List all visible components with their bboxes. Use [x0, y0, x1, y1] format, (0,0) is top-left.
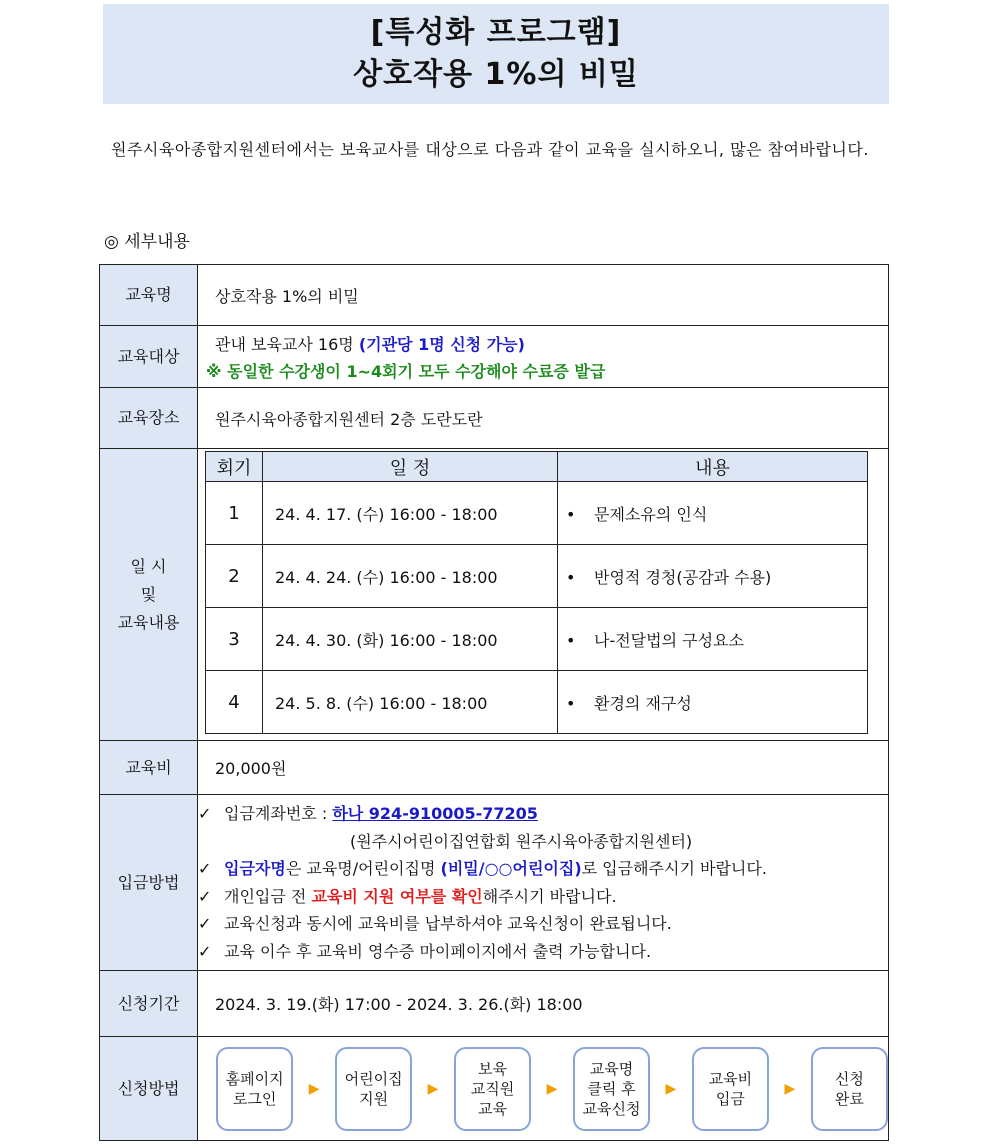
- schedule-row: [206, 671, 868, 734]
- step-box: 신청 완료: [811, 1047, 888, 1131]
- arrow-right-icon: ▶: [427, 1080, 439, 1097]
- depositor-label: 입금자명: [224, 859, 286, 878]
- session-date: 24. 5. 8. (수) 16:00 - 18:00: [263, 671, 558, 734]
- bullet: •: [566, 504, 576, 524]
- payment-line: [198, 883, 888, 911]
- payment-line: [198, 910, 888, 938]
- payment-line: [198, 855, 888, 883]
- step-box: 어린이집 지원: [335, 1047, 412, 1131]
- session-content: [558, 482, 868, 545]
- arrow-right-icon: ▶: [784, 1080, 796, 1097]
- session-date: 24. 4. 30. (화) 16:00 - 18:00: [263, 608, 558, 671]
- schedule-row: [206, 482, 868, 545]
- label-schedule: [100, 449, 198, 741]
- payment-text: 개인입금 전: [224, 886, 312, 906]
- session-content-text: 나-전달법의 구성요소: [594, 630, 744, 650]
- arrow-right-icon: ▶: [308, 1080, 320, 1097]
- schedule-table: [205, 451, 868, 734]
- account-holder: (원주시어린이집연합회 원주시육아종합지원센터): [350, 831, 693, 851]
- place-value: 원주시육아종합지원센터 2층 도란도란: [198, 388, 889, 449]
- period-value: 2024. 3. 19.(화) 17:00 - 2024. 3. 26.(화) 18:00: [198, 971, 889, 1037]
- session-number: 3: [206, 608, 263, 671]
- label-fee: 교육비: [100, 741, 198, 795]
- check-icon: ✓: [198, 859, 212, 878]
- label-target: 교육대상: [100, 326, 198, 388]
- bullet: •: [566, 630, 576, 650]
- payment-line: [198, 800, 888, 828]
- bullet: •: [566, 567, 576, 587]
- payment-text: 교육 이수 후 교육비 영수증 마이페이지에서 출력 가능합니다.: [224, 941, 652, 961]
- schedule-row: [206, 608, 868, 671]
- account-label: 입금계좌번호 :: [224, 804, 333, 823]
- step-box: 홈페이지 로그인: [216, 1047, 293, 1131]
- session-number: 2: [206, 545, 263, 608]
- check-icon: ✓: [198, 914, 212, 933]
- title-banner: [103, 4, 889, 104]
- schedule-label-line: 교육내용: [117, 612, 180, 632]
- session-content: [558, 608, 868, 671]
- schedule-label-line: 일 시: [130, 556, 167, 576]
- label-payment: 입금방법: [100, 795, 198, 971]
- bullet: •: [566, 693, 576, 713]
- schedule-header-content: 내용: [558, 452, 868, 482]
- course-name-value: 상호작용 1%의 비밀: [198, 265, 889, 326]
- session-content: [558, 545, 868, 608]
- session-date: 24. 4. 17. (수) 16:00 - 18:00: [263, 482, 558, 545]
- schedule-label-line: 및: [140, 584, 157, 604]
- payment-text: 로 입금해주시기 바랍니다.: [581, 859, 767, 878]
- target-cell: [198, 326, 889, 388]
- label-place: 교육장소: [100, 388, 198, 449]
- target-highlight: (기관당 1명 신청 가능): [358, 335, 525, 354]
- application-flow: [198, 1047, 888, 1131]
- check-icon: ✓: [198, 941, 212, 961]
- label-period: 신청기간: [100, 971, 198, 1037]
- target-text: 관내 보육교사 16명: [215, 335, 359, 354]
- details-table: [99, 264, 889, 1141]
- section-title: ◎ 세부내용: [104, 232, 190, 252]
- target-note: ※ 동일한 수강생이 1~4회기 모두 수강해야 수료증 발급: [206, 362, 606, 381]
- schedule-header-session: 회기: [206, 452, 263, 482]
- session-content-text: 문제소유의 인식: [594, 504, 708, 524]
- fee-value: 20,000원: [198, 741, 889, 795]
- label-method: 신청방법: [100, 1037, 198, 1141]
- account-number-link[interactable]: 하나 924-910005-77205: [332, 804, 538, 823]
- schedule-header-date: 일 정: [263, 452, 558, 482]
- check-icon: ✓: [198, 804, 212, 823]
- method-cell: [198, 1037, 889, 1141]
- payment-text: 은 교육명/어린이집명: [285, 859, 441, 878]
- depositor-example: (비밀/○○어린이집): [440, 859, 582, 878]
- session-content: [558, 671, 868, 734]
- payment-text: 해주시기 바랍니다.: [482, 886, 617, 906]
- schedule-cell: [198, 449, 889, 741]
- session-number: 1: [206, 482, 263, 545]
- session-content-text: 반영적 경청(공감과 수용): [594, 567, 772, 587]
- intro-text: 원주시육아종합지원센터에서는 보육교사를 대상으로 다음과 같이 교육을 실시하오니, 많은 참여바랍니다.: [111, 140, 869, 159]
- step-box: 교육비 입금: [692, 1047, 769, 1131]
- title-line-2: 상호작용 1%의 비밀: [353, 57, 639, 92]
- step-box: 보육 교직원 교육: [454, 1047, 531, 1131]
- label-course-name: 교육명: [100, 265, 198, 326]
- arrow-right-icon: ▶: [546, 1080, 558, 1097]
- schedule-row: [206, 545, 868, 608]
- payment-text: 교육신청과 동시에 교육비를 납부하셔야 교육신청이 완료됩니다.: [224, 914, 672, 933]
- payment-cell: [198, 795, 889, 971]
- title-line-1: [특성화 프로그램]: [370, 15, 622, 50]
- session-date: 24. 4. 24. (수) 16:00 - 18:00: [263, 545, 558, 608]
- payment-line: [198, 938, 888, 966]
- check-icon: ✓: [198, 886, 212, 906]
- step-box: 교육명 클릭 후 교육신청: [573, 1047, 650, 1131]
- arrow-right-icon: ▶: [665, 1080, 677, 1097]
- session-number: 4: [206, 671, 263, 734]
- session-content-text: 환경의 재구성: [594, 693, 692, 713]
- support-check-warning: 교육비 지원 여부를 확인: [311, 886, 483, 906]
